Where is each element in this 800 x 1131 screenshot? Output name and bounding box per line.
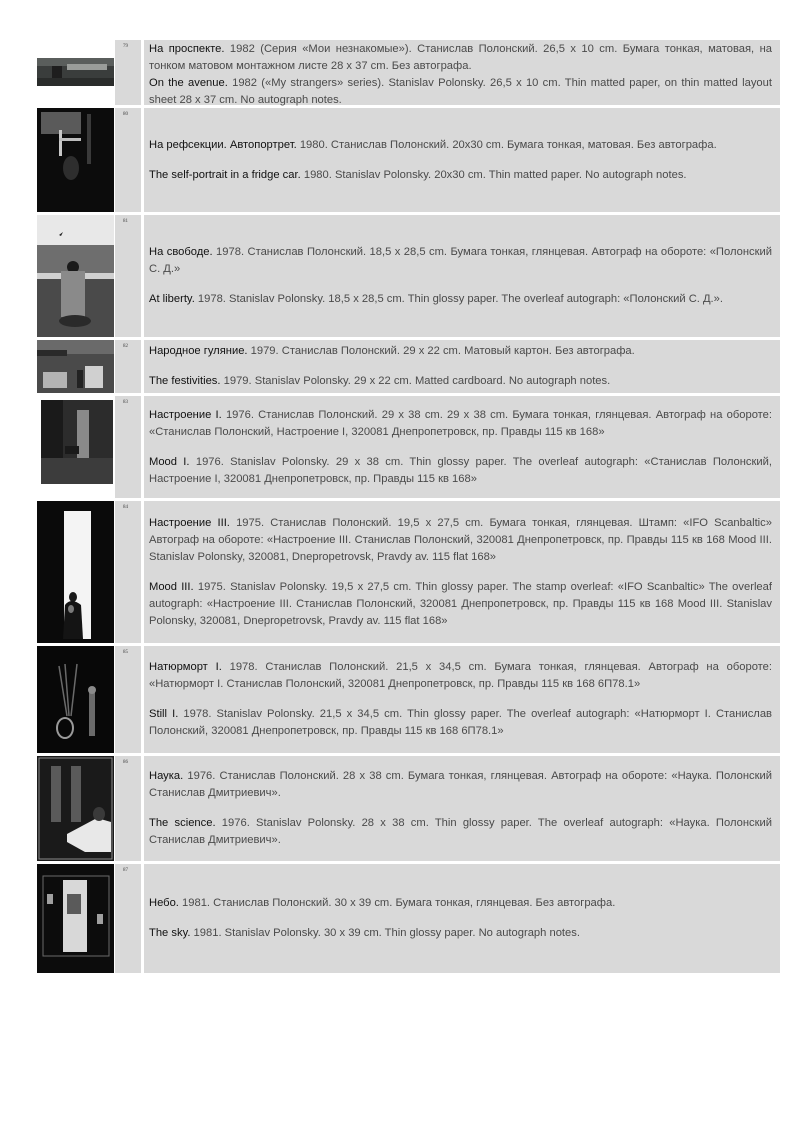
title-en: Mood I.: [149, 455, 190, 468]
text-en: 1981. Stanislav Polonsky. 30 x 39 cm. Thin glossy paper. No autograph notes.: [190, 927, 580, 939]
courtyard-sky-photo: [37, 864, 114, 973]
catalog-row: [37, 108, 780, 212]
text-en: 1978. Stanislav Polonsky. 18,5 x 28,5 cm. Thin glossy paper. The overleaf autograph: «Полонский С. Д.».: [194, 293, 723, 305]
title-ru: Настроение I.: [149, 408, 222, 421]
text-en: 1978. Stanislav Polonsky. 21,5 x 34,5 cm. Thin glossy paper. The overleaf autograph: «Натюрморт I. Станислав Полонский, 320081 Днепропетровск, пр. Правды 115 кв 168 6П78.1»: [149, 708, 772, 737]
title-ru: Натюрморт I.: [149, 661, 222, 673]
text-en: 1976. Stanislav Polonsky. 28 x 38 cm. Thin glossy paper. The overleaf autograph: «Наука. Полонский Станислав Дмитриевич».: [149, 817, 772, 846]
title-en: The festivities.: [149, 375, 221, 387]
title-ru: Наука.: [149, 770, 184, 782]
scientist-lab-photo: [37, 756, 114, 861]
entry-number: 85: [115, 646, 141, 753]
text-ru: 1976. Станислав Полонский. 29 x 38 cm. 29 x 38 cm. Бумага тонкая, глянцевая. Автограф на обороте: «Станислав Полонский, Настроение I, 320081 Днепропетровск, пр. Правды 115 кв 168»: [149, 408, 772, 438]
title-en: On the avenue.: [149, 77, 228, 89]
title-ru: Настроение III.: [149, 516, 230, 529]
entry-number: 84: [115, 501, 141, 643]
text-ru: 1981. Станислав Полонский. 30 x 39 cm. Бумага тонкая, глянцевая. Без автографа.: [178, 897, 616, 909]
entry-description: [144, 864, 780, 973]
entry-description: [144, 756, 780, 861]
title-en: The self-portrait in a fridge car.: [149, 168, 301, 181]
entry-description: [144, 215, 780, 337]
still-life-photo: [37, 646, 114, 753]
text-ru: 1979. Станислав Полонский. 29 x 22 cm. Матовый картон. Без автографа.: [247, 345, 635, 357]
entry-description: [144, 40, 780, 105]
catalog-row: [37, 756, 780, 861]
text-en: 1975. Stanislav Polonsky. 19,5 x 27,5 cm. Thin glossy paper. The stamp overleaf: «IFO Scanbaltic» The overleaf autograph: «Настроение III. Станислав Полонский, 320081 Днепропетровск, пр. Правды 115 кв 168 Mood III. Stanislav Polonsky, 320081, Dnepropetrovsk, Pravdy av. 115 flat 168»: [149, 580, 772, 627]
title-ru: На проспекте.: [149, 43, 225, 55]
catalog-row: [37, 501, 780, 643]
entry-description: [144, 396, 780, 498]
woman-at-sea-rail-photo: [37, 215, 114, 337]
couple-in-doorway-photo: [37, 501, 114, 643]
catalog-row: [37, 396, 780, 498]
entry-number: 86: [115, 756, 141, 861]
street-scene-photo: [37, 40, 114, 105]
festivities-crowd-photo: [37, 340, 114, 393]
title-en: Mood III.: [149, 580, 194, 593]
entry-description: [144, 108, 780, 212]
text-ru: 1975. Станислав Полонский. 19,5 x 27,5 cm. Бумага тонкая, глянцевая. Штамп: «IFO Scanbaltic» Автограф на обороте: «Настроение III. Станислав Полонский, 320081 Днепропетровск, пр. Правды 115 кв 168 Mood III. Stanislav Polonsky, 320081, Dnepropetrovsk, Pravdy av. 115 flat 168»: [149, 516, 772, 563]
text-ru: 1978. Станислав Полонский. 21,5 x 34,5 cm. Бумага тонкая, глянцевая. Автограф на обороте: «Натюрморт I. Станислав Полонский, 320081 Днепропетровск, пр. Правды 115 кв 168 6П78.1»: [149, 661, 772, 690]
catalog-row: [37, 340, 780, 393]
text-en: 1980. Stanislav Polonsky. 20x30 cm. Thin matted paper. No autograph notes.: [300, 168, 687, 181]
text-en: 1982 («My strangers» series). Stanislav Polonsky. 26,5 x 10 cm. Thin matted paper, on thin matted layout sheet 28 x 37 cm. No autograph notes.: [149, 77, 772, 106]
entry-number: 82: [115, 340, 141, 393]
title-en: At liberty.: [149, 293, 195, 305]
title-ru: Народное гуляние.: [149, 345, 248, 357]
catalog-row: [37, 215, 780, 337]
entry-number: 80: [115, 108, 141, 212]
catalog-row: [37, 40, 780, 105]
catalog-row: [37, 646, 780, 753]
title-ru: Небо.: [149, 897, 179, 909]
title-en: The science.: [149, 817, 216, 829]
title-en: Still I.: [149, 708, 179, 720]
catalog-row: [37, 864, 780, 973]
entry-description: [144, 646, 780, 753]
text-en: 1979. Stanislav Polonsky. 29 x 22 cm. Matted cardboard. No autograph notes.: [220, 375, 611, 387]
text-ru: 1980. Станислав Полонский. 20x30 cm. Бумага тонкая, матовая. Без автографа.: [296, 138, 717, 151]
entry-number: 87: [115, 864, 141, 973]
fridge-car-self-portrait-photo: [37, 108, 114, 212]
entry-description: [144, 501, 780, 643]
entry-number: 81: [115, 215, 141, 337]
text-ru: 1982 (Серия «Мои незнакомые»). Станислав Полонский. 26,5 x 10 cm. Бумага тонкая, матовая, на тонком матовом монтажном листе 28 x 37 cm. Без автографа.: [149, 43, 772, 72]
title-en: The sky.: [149, 927, 191, 939]
entry-number: 83: [115, 396, 141, 498]
text-ru: 1978. Станислав Полонский. 18,5 x 28,5 cm. Бумага тонкая, глянцевая. Автограф на обороте: «Полонский С. Д.»: [149, 246, 772, 275]
text-en: 1976. Stanislav Polonsky. 29 x 38 cm. Thin glossy paper. The overleaf autograph: «Станислав Полонский, Настроение I, 320081 Днепропетровск, пр. Правды 115 кв 168»: [149, 455, 773, 485]
park-trees-photo: [37, 396, 114, 498]
title-ru: На свободе.: [149, 246, 213, 258]
entry-description: [144, 340, 780, 393]
catalog-table: [37, 40, 780, 976]
entry-number: 79: [115, 40, 141, 105]
text-ru: 1976. Станислав Полонский. 28 x 38 cm. Бумага тонкая, глянцевая. Автограф на обороте: «Наука. Полонский Станислав Дмитриевич».: [149, 770, 772, 799]
title-ru: На рефсекции. Автопортрет.: [149, 138, 297, 151]
